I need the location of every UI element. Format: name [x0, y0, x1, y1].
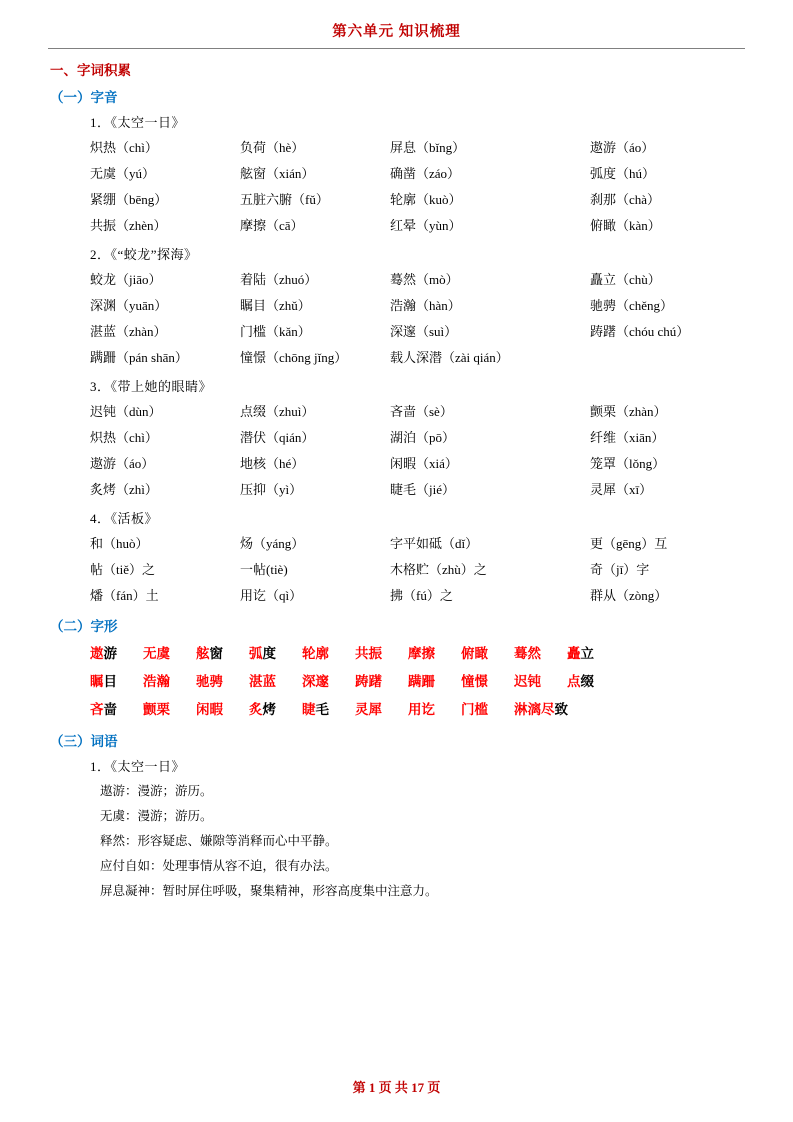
pinyin-item: 地核（hé） — [240, 456, 305, 471]
pinyin-item: 门槛（kǎn） — [240, 324, 311, 339]
pinyin-item: 负荷（hè） — [240, 140, 305, 155]
pinyin-item: 矗立（chù） — [590, 272, 661, 287]
zixing-item: 湛蓝 — [249, 674, 276, 689]
ciyu-entry: 应付自如：处理事情从容不迫，很有办法。 — [100, 859, 338, 873]
pinyin-item: 迟钝（dùn） — [90, 404, 162, 419]
page-number: 第 1 页 共 17 页 — [352, 1080, 441, 1095]
pinyin-item: 更（gēng）互 — [590, 536, 668, 551]
zixing-item: 蹒跚 — [408, 674, 435, 689]
pinyin-item: 遨游（áo） — [90, 456, 155, 471]
pinyin-item: 瞩目（zhǔ） — [240, 298, 311, 313]
pinyin-item: 湖泊（pō） — [390, 430, 456, 445]
zixing-item: 瞩目 — [90, 674, 117, 689]
group-title-huoban: 4．《活板》 — [90, 511, 159, 526]
pinyin-item: 潜伏（qián） — [240, 430, 315, 445]
ciyu-entry: 释然：形容疑虑、嫌隙等消释而心中平静。 — [100, 834, 338, 848]
group-title-ciyu-taikongyiri: 1．《太空一日》 — [90, 759, 186, 774]
pinyin-row — [48, 399, 745, 424]
pinyin-item: 笼罩（lǒng） — [590, 456, 666, 471]
group-title-jiaolongtanhai: 2．《“蛟龙”探海》 — [90, 247, 198, 262]
pinyin-item: 深邃（suì） — [390, 324, 458, 339]
pinyin-item: 奇（jī）字 — [590, 562, 650, 577]
zixing-item: 遨游 — [90, 646, 117, 661]
zixing-item: 迟钝 — [514, 674, 541, 689]
pinyin-item: 轮廓（kuò） — [390, 192, 462, 207]
zixing-item: 浩瀚 — [143, 674, 170, 689]
zixing-list — [48, 640, 745, 723]
pinyin-row — [48, 161, 745, 186]
pinyin-item: 屏息（bǐng） — [390, 140, 466, 155]
pinyin-item: 木格贮（zhù）之 — [390, 562, 487, 577]
zixing-item: 闲暇 — [196, 702, 223, 717]
pinyin-item: 炽热（chì） — [90, 140, 158, 155]
pinyin-row — [48, 293, 745, 318]
zixing-item: 俯瞰 — [461, 646, 488, 661]
zixing-item: 踌躇 — [355, 674, 382, 689]
pinyin-item: 红晕（yùn） — [390, 218, 462, 233]
pinyin-item: 纤维（xiān） — [590, 430, 665, 445]
pinyin-row — [48, 345, 745, 370]
zixing-item: 驰骋 — [196, 674, 223, 689]
zixing-item: 点缀 — [567, 674, 594, 689]
subsection-heading-zixing: （二）字形 — [50, 619, 118, 634]
zixing-item: 摩擦 — [408, 646, 435, 661]
pinyin-item: 蹒跚（pán shān） — [90, 350, 188, 365]
pinyin-item: 灵犀（xī） — [590, 482, 653, 497]
pinyin-item: 驰骋（chěng） — [590, 298, 674, 313]
pinyin-item: 俯瞰（kàn） — [590, 218, 661, 233]
pinyin-item: 压抑（yì） — [240, 482, 303, 497]
pinyin-item: 字平如砥（dǐ） — [390, 536, 479, 551]
pinyin-row — [48, 213, 745, 238]
pinyin-item: 遨游（áo） — [590, 140, 655, 155]
zixing-item: 共振 — [355, 646, 382, 661]
pinyin-item: 载人深潜（zài qián） — [390, 350, 509, 365]
zixing-item: 弧度 — [249, 646, 276, 661]
zixing-item: 睫毛 — [302, 702, 329, 717]
zixing-item: 舷窗 — [196, 646, 223, 661]
pinyin-row — [48, 477, 745, 502]
zixing-item: 淋漓尽致 — [514, 702, 568, 717]
zixing-item: 轮廓 — [302, 646, 329, 661]
pinyin-item: 用讫（qì） — [240, 588, 303, 603]
pinyin-item: 浩瀚（hàn） — [390, 298, 461, 313]
pinyin-item: 炙烤（zhì） — [90, 482, 158, 497]
pinyin-item: 拂（fú）之 — [390, 588, 453, 603]
zixing-item: 灵犀 — [355, 702, 382, 717]
pinyin-item: 弧度（hú） — [590, 166, 656, 181]
pinyin-item: 着陆（zhuó） — [240, 272, 318, 287]
ciyu-entry: 遨游：漫游；游历。 — [100, 784, 213, 798]
pinyin-item: 群从（zòng） — [590, 588, 668, 603]
zixing-item: 用讫 — [408, 702, 435, 717]
subsection-heading-ciyu: （三）词语 — [50, 734, 118, 749]
pinyin-item: 深渊（yuān） — [90, 298, 168, 313]
pinyin-item: 一帖(tiè) — [240, 562, 288, 577]
pinyin-row — [48, 135, 745, 160]
subsection-heading-pinyin: （一）字音 — [50, 90, 118, 105]
pinyin-item: 五脏六腑（fǔ） — [240, 192, 329, 207]
page-footer — [0, 1077, 793, 1096]
pinyin-item: 确凿（záo） — [390, 166, 461, 181]
zixing-item: 蓦然 — [514, 646, 541, 661]
zixing-item: 深邃 — [302, 674, 329, 689]
pinyin-item: 无虞（yú） — [90, 166, 156, 181]
pinyin-item: 共振（zhèn） — [90, 218, 167, 233]
pinyin-item: 炽热（chì） — [90, 430, 158, 445]
pinyin-item: 湛蓝（zhàn） — [90, 324, 167, 339]
pinyin-item: 颤栗（zhàn） — [590, 404, 667, 419]
pinyin-row — [48, 425, 745, 450]
pinyin-item: 刹那（chà） — [590, 192, 661, 207]
pinyin-item: 摩擦（cā） — [240, 218, 304, 233]
pinyin-item: 紧绷（bēng） — [90, 192, 168, 207]
pinyin-item: 炀（yáng） — [240, 536, 305, 551]
header-divider — [48, 48, 745, 49]
pinyin-item: 和（huò） — [90, 536, 149, 551]
pinyin-item: 踌躇（chóu chú） — [590, 324, 690, 339]
pinyin-row — [48, 319, 745, 344]
pinyin-item: 闲暇（xiá） — [390, 456, 458, 471]
pinyin-row — [48, 267, 745, 292]
pinyin-row — [48, 187, 745, 212]
zixing-item: 矗立 — [567, 646, 594, 661]
pinyin-item: 蓦然（mò） — [390, 272, 459, 287]
pinyin-row — [48, 557, 745, 582]
pinyin-row — [48, 583, 745, 608]
section-heading-vocabulary: 一、字词积累 — [50, 63, 131, 78]
ciyu-entry: 屏息凝神：暂时屏住呼吸，聚集精神，形容高度集中注意力。 — [100, 884, 438, 898]
pinyin-item: 吝啬（sè） — [390, 404, 453, 419]
pinyin-row — [48, 451, 745, 476]
pinyin-item: 燔（fán）土 — [90, 588, 159, 603]
zixing-item: 门槛 — [461, 702, 488, 717]
pinyin-item: 蛟龙（jiāo） — [90, 272, 162, 287]
zixing-item: 憧憬 — [461, 674, 488, 689]
zixing-item: 颤栗 — [143, 702, 170, 717]
pinyin-item: 睫毛（jié） — [390, 482, 455, 497]
pinyin-row — [48, 531, 745, 556]
ciyu-entry: 无虞：漫游；游历。 — [100, 809, 213, 823]
zixing-item: 无虞 — [143, 646, 170, 661]
zixing-row — [90, 640, 735, 667]
pinyin-item: 舷窗（xián） — [240, 166, 315, 181]
pinyin-item: 憧憬（chōng jǐng） — [240, 350, 348, 365]
group-title-taikongyiri: 1．《太空一日》 — [90, 115, 186, 130]
zixing-item: 炙烤 — [249, 702, 276, 717]
zixing-item: 吝啬 — [90, 702, 117, 717]
zixing-row — [90, 668, 735, 695]
group-title-daishangtadeyanjing: 3．《带上她的眼睛》 — [90, 379, 213, 394]
pinyin-item: 帖（tiě）之 — [90, 562, 155, 577]
page-title: 第六单元 知识梳理 — [332, 24, 461, 40]
pinyin-item: 点缀（zhuì） — [240, 404, 315, 419]
zixing-row — [90, 696, 735, 723]
